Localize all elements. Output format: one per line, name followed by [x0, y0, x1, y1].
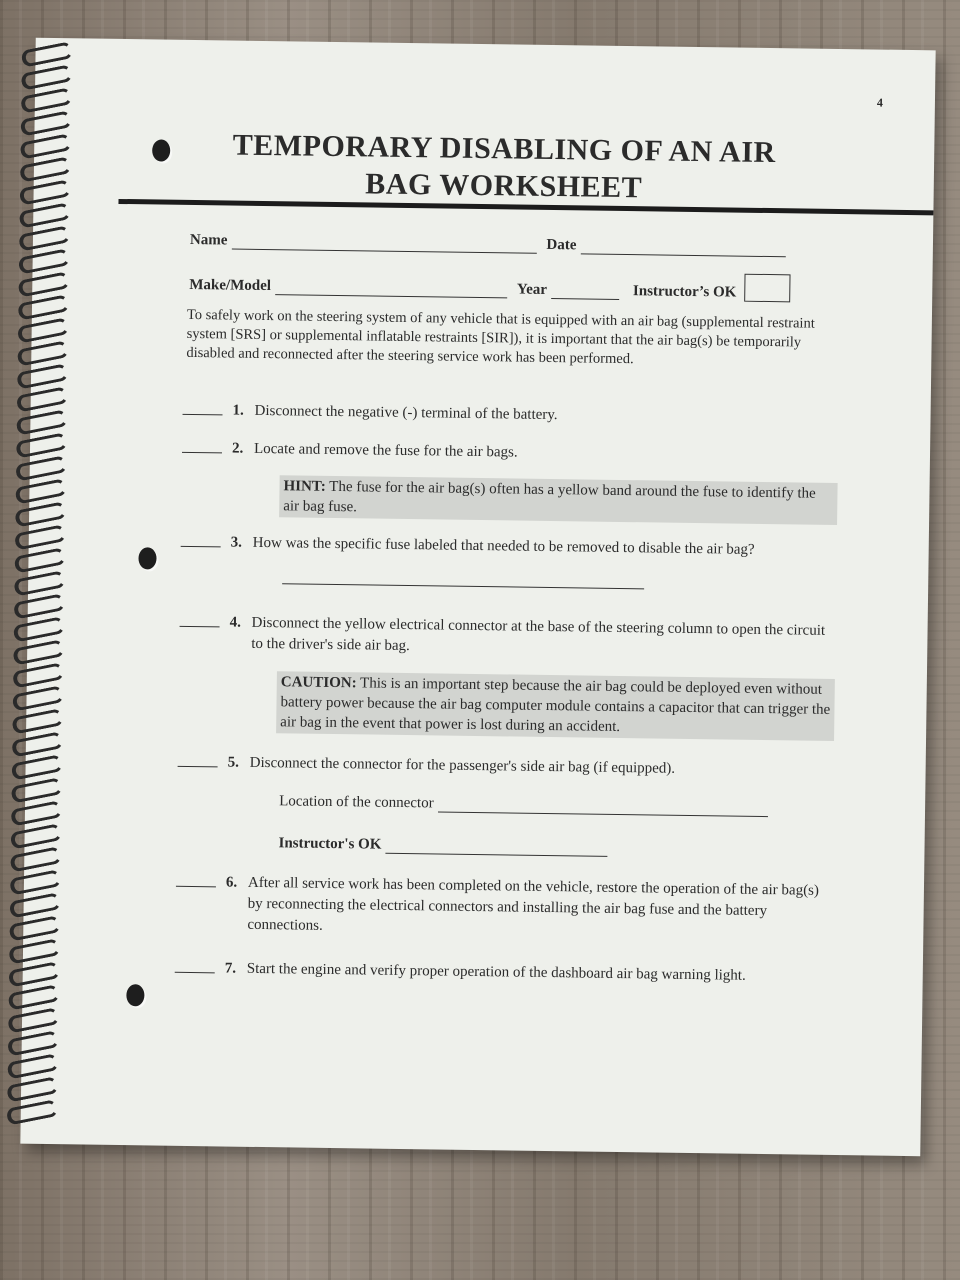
step-6 — [175, 872, 836, 944]
year-field[interactable] — [551, 284, 619, 300]
spiral-coil — [20, 64, 73, 91]
step-2 — [182, 438, 842, 468]
step-check-field[interactable] — [181, 532, 221, 548]
step-number: 2. — [231, 440, 244, 457]
step-text: Start the engine and verify proper operation of the dashboard air bag warning light. — [246, 960, 746, 984]
step-check-field[interactable] — [175, 958, 215, 974]
spiral-coil — [7, 984, 60, 1011]
step-text: Locate and remove the fuse for the air bags. — [253, 440, 518, 461]
page-number: 4 — [876, 95, 884, 110]
spiral-binding — [6, 46, 81, 1137]
spiral-coil — [9, 823, 62, 850]
step-number: 4. — [229, 614, 241, 631]
spiral-coil — [19, 156, 72, 183]
spiral-coil — [17, 317, 70, 344]
spiral-coil — [8, 892, 61, 919]
spiral-coil — [12, 662, 65, 689]
spiral-coil — [13, 547, 66, 574]
name-date-row — [190, 232, 790, 257]
spiral-coil — [7, 1030, 60, 1057]
step-number: 5. — [227, 754, 240, 771]
spiral-coil — [8, 961, 61, 988]
spiral-coil — [13, 593, 66, 620]
spiral-coil — [9, 869, 62, 896]
spiral-coil — [9, 846, 62, 873]
spiral-coil — [17, 271, 70, 298]
step-4 — [179, 612, 840, 663]
worksheet-title — [134, 125, 875, 209]
spiral-coil — [10, 777, 63, 804]
name-field[interactable] — [231, 235, 536, 254]
step-text: Disconnect the yellow electrical connector at the base of the steering column to open the circuit to the driver's side air bag. — [251, 614, 826, 655]
spiral-coil — [18, 225, 71, 252]
spiral-coil — [20, 41, 73, 68]
name-label: Name — [189, 231, 228, 249]
punch-hole — [126, 984, 144, 1006]
spiral-coil — [6, 1053, 59, 1080]
title-line-1: TEMPORARY DISABLING OF AN AIR — [232, 128, 776, 170]
spiral-coil — [6, 1099, 59, 1126]
spiral-coil — [6, 1076, 59, 1103]
connector-location-field[interactable] — [438, 797, 768, 817]
connector-location-row — [279, 793, 772, 817]
step-text: Disconnect the negative (-) terminal of the battery. — [254, 402, 558, 424]
step-number: 3. — [230, 534, 243, 551]
step-check-field[interactable] — [182, 438, 222, 454]
spiral-coil — [19, 133, 72, 160]
spiral-coil — [16, 386, 69, 413]
step-text: Disconnect the connector for the passenger's side air bag (if equipped). — [249, 754, 676, 777]
make-model-field[interactable] — [275, 280, 507, 298]
step-5-instructor-field[interactable] — [385, 839, 607, 857]
punch-hole — [138, 547, 156, 569]
caution-label: CAUTION: — [280, 674, 357, 692]
spiral-coil — [17, 294, 70, 321]
spiral-coil — [10, 754, 63, 781]
spiral-coil — [17, 248, 70, 275]
step-text: How was the specific fuse labeled that needed to be removed to disable the air bag? — [252, 534, 755, 558]
spiral-coil — [7, 1007, 60, 1034]
intro-paragraph: To safely work on the steering system of any vehicle that is equipped with an air bag (supplemental restraint system [SRS] or supplemental inflatable restraints [SIR]), it is important that the air bag(s) be temporarily disabled and reconnected after the steering service work has been performed. — [186, 306, 815, 368]
step-text: After all service work has been completed on the vehicle, restore the operation of the air bag(s) by reconnecting the electrical connectors and installing the air bag fuse and the battery connections. — [247, 874, 820, 934]
step-7 — [175, 958, 835, 988]
make-model-label: Make/Model — [189, 276, 272, 295]
spiral-coil — [16, 363, 69, 390]
spiral-coil — [15, 432, 68, 459]
step-3-answer-field[interactable] — [282, 583, 644, 589]
step-3 — [181, 532, 841, 562]
spiral-coil — [14, 501, 67, 528]
step-5-instructor-row — [278, 835, 611, 857]
hint-box — [279, 475, 838, 525]
spiral-coil — [18, 202, 71, 229]
date-field[interactable] — [580, 239, 785, 257]
step-check-field[interactable] — [178, 752, 218, 768]
year-label: Year — [516, 281, 548, 298]
step-number: 6. — [225, 874, 238, 891]
step-check-field[interactable] — [180, 612, 220, 628]
step-5 — [178, 752, 838, 782]
spiral-coil — [11, 685, 64, 712]
date-label: Date — [546, 236, 577, 254]
spiral-coil — [12, 616, 65, 643]
make-year-row — [189, 266, 790, 302]
spiral-coil — [20, 87, 73, 114]
hint-label: HINT: — [283, 478, 326, 495]
spiral-coil — [11, 731, 64, 758]
hint-text: The fuse for the air bag(s) often has a yellow band around the fuse to identify the air bag fuse. — [283, 478, 816, 516]
spiral-coil — [14, 524, 67, 551]
connector-location-label: Location of the connector — [279, 793, 434, 812]
caution-box — [276, 671, 835, 741]
title-line-2: BAG WORKSHEET — [365, 167, 643, 205]
spiral-coil — [10, 800, 63, 827]
spiral-coil — [13, 570, 66, 597]
instructor-ok-checkbox[interactable] — [744, 274, 790, 303]
spiral-coil — [15, 455, 68, 482]
step-check-field[interactable] — [176, 872, 216, 888]
spiral-coil — [15, 409, 68, 436]
spiral-coil — [8, 938, 61, 965]
spiral-coil — [16, 340, 69, 367]
step-1 — [182, 400, 842, 430]
spiral-coil — [12, 639, 65, 666]
caution-text: This is an important step because the air bag could be deployed even without battery power because the air bag computer module contains a capacitor that can trigger the air bag in the event that power is lost during an accident. — [280, 675, 831, 735]
step-check-field[interactable] — [183, 400, 223, 416]
spiral-coil — [14, 478, 67, 505]
spiral-coil — [8, 915, 61, 942]
worksheet-page — [20, 38, 935, 1156]
step-number: 7. — [224, 960, 237, 977]
instructor-ok-label: Instructor’s OK — [632, 283, 737, 301]
step-5-instructor-label: Instructor's OK — [278, 835, 382, 853]
spiral-coil — [19, 110, 72, 137]
spiral-coil — [11, 708, 64, 735]
step-number: 1. — [232, 402, 244, 419]
spiral-coil — [18, 179, 71, 206]
